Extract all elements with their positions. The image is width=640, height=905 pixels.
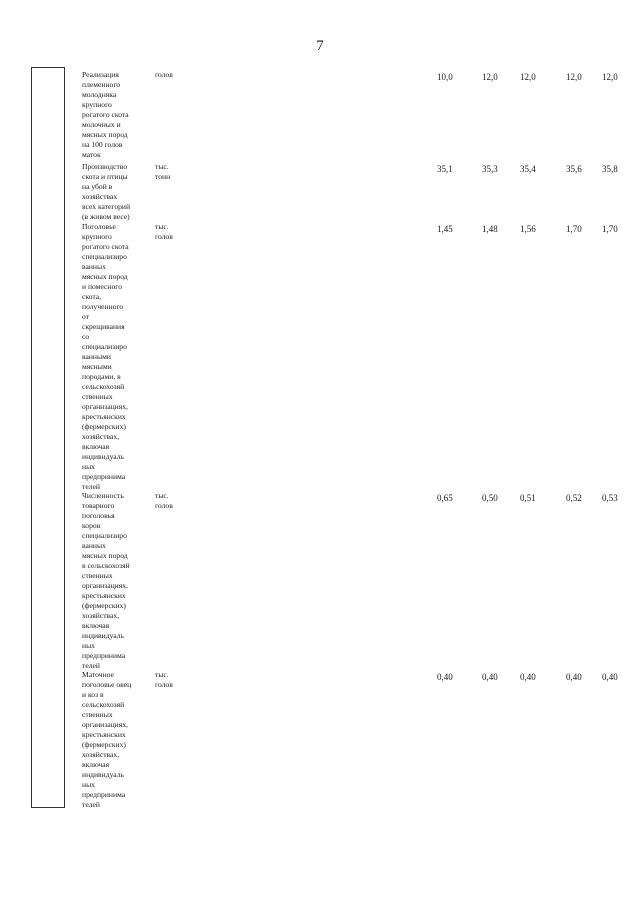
indicator-label-line: товарного: [82, 501, 115, 510]
indicator-label-line: крестьянских: [82, 412, 126, 421]
indicator-label-line: (в живом весе): [82, 212, 130, 221]
unit-label-line: тыс.: [155, 670, 169, 679]
indicator-label-line: мясных пород: [82, 130, 128, 139]
value-cell: 0,51: [520, 493, 536, 503]
value-cell: 0,40: [482, 672, 498, 682]
indicator-label-line: мясных пород: [82, 272, 128, 281]
indicator-label-line: скота,: [82, 292, 102, 301]
unit-label-line: тонн: [155, 172, 171, 181]
indicator-label-line: всех категорий: [82, 202, 131, 211]
indicator-label-line: хозяйствах,: [82, 432, 120, 441]
indicator-label-line: поголовье овец: [82, 680, 132, 689]
indicator-label-line: маток: [82, 150, 101, 159]
indicator-label-line: мясными: [82, 362, 112, 371]
indicator-label-line: (фермерских): [82, 601, 126, 610]
unit-label-line: голов: [155, 70, 173, 79]
unit-label-line: тыс.: [155, 491, 169, 500]
value-cell: 35,3: [482, 164, 498, 174]
indicator-label-line: в сельскохозяй: [82, 561, 130, 570]
indicator-label-line: индивидуаль: [82, 452, 124, 461]
indicator-label-line: предпринима: [82, 472, 126, 481]
value-cell: 0,52: [566, 493, 582, 503]
indicator-label-line: породами, в: [82, 372, 121, 381]
value-cell: 1,48: [482, 224, 498, 234]
indicator-label-line: от: [82, 312, 90, 321]
indicator-label-line: Производство: [82, 162, 128, 171]
indicator-label-line: (фермерских): [82, 740, 126, 749]
indicator-label: [82, 670, 144, 810]
indicator-label: [82, 491, 144, 671]
value-cell: 35,1: [437, 164, 453, 174]
value-cell: 1,70: [602, 224, 618, 234]
indicator-label-line: специализиро: [82, 531, 127, 540]
indicator-label-line: молодняка: [82, 90, 117, 99]
indicator-label-line: скота и птицы: [82, 172, 128, 181]
indicator-label-line: специализиро: [82, 342, 127, 351]
indicator-label-line: полученного: [82, 302, 124, 311]
value-cell: 0,50: [482, 493, 498, 503]
indicator-label-line: коров: [82, 521, 101, 530]
value-cell: 12,0: [566, 72, 582, 82]
value-cell: 0,53: [602, 493, 618, 503]
indicator-label-line: включая: [82, 621, 110, 630]
value-cell: 12,0: [482, 72, 498, 82]
indicator-label-line: скрещивания: [82, 322, 125, 331]
value-cell: 1,45: [437, 224, 453, 234]
indicator-label-line: ных: [82, 641, 95, 650]
indicator-label-line: Маточное: [82, 670, 114, 679]
indicator-label-line: специализиро: [82, 252, 127, 261]
indicator-label-line: крестьянских: [82, 730, 126, 739]
indicator-label-line: и помесного: [82, 282, 122, 291]
indicator-label-line: ванных: [82, 262, 106, 271]
unit-label-line: тыс.: [155, 162, 169, 171]
value-cell: 0,40: [602, 672, 618, 682]
indicator-label-line: рогатого скота: [82, 242, 129, 251]
unit-label: [155, 491, 205, 511]
indicator-label-line: крестьянских: [82, 591, 126, 600]
indicator-label-line: организациях,: [82, 402, 128, 411]
value-cell: 0,40: [566, 672, 582, 682]
indicator-label-line: сельскохозяй: [82, 382, 125, 391]
indicator-label-line: организациях,: [82, 720, 128, 729]
indicator-label-line: крупного: [82, 100, 112, 109]
page-number: 7: [316, 38, 324, 54]
unit-label: [155, 70, 205, 80]
unit-label: [155, 222, 205, 242]
indicator-label: [82, 70, 144, 160]
value-cell: 35,6: [566, 164, 582, 174]
indicator-label-line: телей: [82, 482, 100, 491]
indicator-label-line: индивидуаль: [82, 770, 124, 779]
indicator-label-line: включая: [82, 442, 110, 451]
indicator-label-line: хозяйствах,: [82, 750, 120, 759]
unit-label-line: голов: [155, 232, 173, 241]
indicator-label-line: хозяйствах: [82, 192, 118, 201]
indicator-label-line: молочных и: [82, 120, 121, 129]
indicator-label-line: на убой в: [82, 182, 113, 191]
unit-label-line: тыс.: [155, 222, 169, 231]
value-cell: 0,65: [437, 493, 453, 503]
unit-label-line: голов: [155, 680, 173, 689]
indicator-label-line: индивидуаль: [82, 631, 124, 640]
indicator-label-line: со: [82, 332, 90, 341]
value-cell: 12,0: [520, 72, 536, 82]
indicator-label-line: Поголовье: [82, 222, 116, 231]
indicator-label-line: организациях,: [82, 581, 128, 590]
indicator-label-line: поголовья: [82, 511, 115, 520]
indicator-label-line: рогатого скота: [82, 110, 129, 119]
value-cell: 12,0: [602, 72, 618, 82]
indicator-label-line: сельскохозяй: [82, 700, 125, 709]
indicator-label-line: (фермерских): [82, 422, 126, 431]
indicator-label-line: ванными: [82, 352, 111, 361]
indicator-label-line: ственных: [82, 392, 113, 401]
value-cell: 1,70: [566, 224, 582, 234]
indicator-label-line: ных: [82, 780, 95, 789]
indicator-label-line: ственных: [82, 710, 113, 719]
indicator-label-line: включая: [82, 760, 110, 769]
value-cell: 35,4: [520, 164, 536, 174]
value-cell: 10,0: [437, 72, 453, 82]
value-cell: 0,40: [520, 672, 536, 682]
indicator-label-line: телей: [82, 800, 100, 809]
value-cell: 1,56: [520, 224, 536, 234]
value-cell: 35,8: [602, 164, 618, 174]
indicator-label-line: ственных: [82, 571, 113, 580]
indicator-label-line: крупного: [82, 232, 112, 241]
indicator-label-line: и коз в: [82, 690, 104, 699]
unit-label-line: голов: [155, 501, 173, 510]
indicator-label-line: племенного: [82, 80, 121, 89]
indicator-label: [82, 162, 144, 222]
indicator-label-line: на 100 голов: [82, 140, 123, 149]
indicator-label-line: ванных: [82, 541, 106, 550]
indicator-label-line: предпринима: [82, 651, 126, 660]
indicator-label-line: мясных пород: [82, 551, 128, 560]
value-cell: 0,40: [437, 672, 453, 682]
indicator-label-line: телей: [82, 661, 100, 670]
indicator-label: [82, 222, 144, 492]
left-margin-box: [31, 67, 65, 808]
indicator-label-line: Реализация: [82, 70, 119, 79]
unit-label: [155, 670, 205, 690]
unit-label: [155, 162, 205, 182]
indicator-label-line: Численность: [82, 491, 124, 500]
indicator-label-line: хозяйствах,: [82, 611, 120, 620]
indicator-label-line: предпринима: [82, 790, 126, 799]
indicator-label-line: ных: [82, 462, 95, 471]
